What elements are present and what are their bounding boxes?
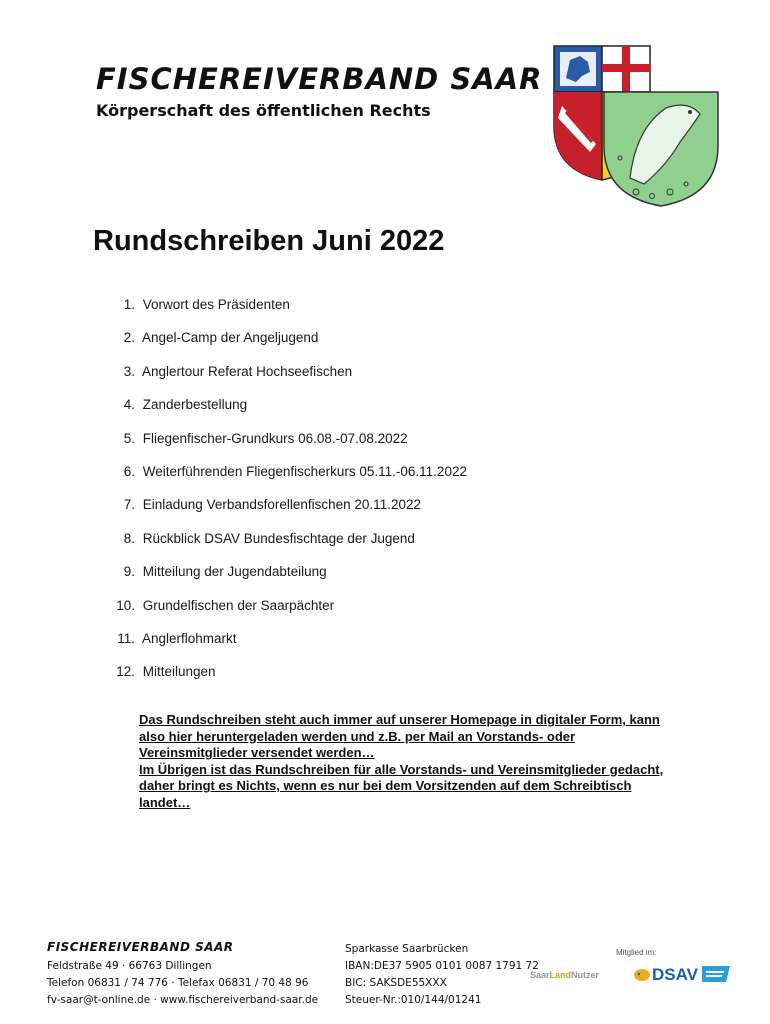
- list-item-text: Anglertour Referat Hochseefischen: [142, 363, 353, 379]
- page-title: Rundschreiben Juni 2022: [93, 225, 445, 257]
- list-item-number: 6.: [123, 463, 135, 479]
- list-item-text: Rückblick DSAV Bundesfischtage der Jugend: [142, 530, 415, 546]
- list-item-number: 4.: [123, 397, 135, 413]
- list-item: [113, 589, 467, 622]
- saarlandnutzer-part: Nutzer: [571, 970, 600, 980]
- list-item: [113, 455, 467, 488]
- list-item: [113, 522, 467, 555]
- footer-bank-details: [345, 941, 539, 1009]
- contents-list: [113, 288, 467, 689]
- dsav-wordmark: DSAV: [652, 965, 698, 984]
- list-item-text: Anglerflohmarkt: [142, 630, 237, 646]
- saarlandnutzer-part: Land: [549, 970, 572, 980]
- fish-emblem: [596, 88, 722, 208]
- dsav-logo: [632, 960, 732, 986]
- list-item-number: 1.: [123, 297, 135, 312]
- org-name: FISCHEREIVERBAND SAAR: [96, 62, 543, 96]
- list-item-number: 7.: [123, 497, 135, 513]
- saarlandnutzer-logo: [530, 970, 599, 980]
- list-item: [113, 388, 467, 421]
- list-item-number: 3.: [123, 363, 135, 379]
- list-item: [113, 355, 467, 388]
- footer-iban: IBAN:DE37 5905 0101 0087 1791 72: [345, 960, 539, 972]
- notice-paragraph: Im Übrigen ist das Rundschreiben für alle Vorstands- und Vereinsmitglieder gedacht, daher bringt es Nichts, wenn es nur bei dem Vorsitzenden auf dem Schreibtisch landet…: [139, 761, 664, 810]
- list-item-number: 12.: [116, 664, 135, 680]
- list-item: [113, 422, 467, 455]
- list-item-number: 11.: [117, 630, 135, 646]
- list-item-text: Mitteilungen: [142, 664, 216, 680]
- list-item-text: Grundelfischen der Saarpächter: [142, 597, 335, 613]
- list-item-number: 5.: [123, 430, 135, 446]
- list-item: [113, 488, 467, 521]
- footer-tax-number: Steuer-Nr.:010/144/01241: [345, 994, 482, 1006]
- footer-phone: Telefon 06831 / 74 776 · Telefax 06831 / 70 48 96: [47, 977, 309, 989]
- footer-org-name: FISCHEREIVERBAND SAAR: [47, 940, 234, 954]
- list-item-text: Fliegenfischer-Grundkurs 06.08.-07.08.2022: [142, 430, 408, 446]
- member-label: Mitglied im:: [616, 948, 657, 957]
- list-item-number: 10.: [116, 597, 135, 613]
- list-item-text: Mitteilung der Jugendabteilung: [142, 564, 327, 580]
- org-subtitle: Körperschaft des öffentlichen Rechts: [96, 101, 431, 120]
- list-item-number: 2.: [123, 330, 135, 346]
- footer-bank-name: Sparkasse Saarbrücken: [345, 943, 469, 955]
- list-item-text: Angel-Camp der Angeljugend: [142, 330, 319, 346]
- footer-web: fv-saar@t-online.de · www.fischereiverband-saar.de: [47, 994, 319, 1006]
- footer-address: Feldstraße 49 · 66763 Dillingen: [47, 960, 212, 972]
- list-item-number: 9.: [123, 564, 135, 580]
- list-item: [113, 288, 467, 321]
- homepage-notice: [139, 712, 679, 811]
- saarlandnutzer-part: Saar: [530, 970, 550, 980]
- list-item-text: Zanderbestellung: [142, 397, 248, 413]
- footer-bic: BIC: SAKSDE55XXX: [345, 977, 447, 989]
- footer-contact: [47, 958, 318, 1009]
- notice-paragraph: Das Rundschreiben steht auch immer auf unserer Homepage in digitaler Form, kann also hier heruntergeladen werden und z.B. per Mail an Vorstands- oder Vereinsmitglieder versendet werden…: [139, 712, 660, 760]
- list-item: [113, 321, 467, 354]
- list-item-text: Weiterführenden Fliegenfischerkurs 05.11.-06.11.2022: [142, 463, 467, 479]
- list-item: [113, 622, 467, 655]
- list-item-number: 8.: [123, 530, 135, 546]
- list-item-text: Einladung Verbandsforellenfischen 20.11.2022: [142, 497, 421, 513]
- list-item: [113, 555, 467, 588]
- list-item: [113, 655, 467, 688]
- list-item-text: Vorwort des Präsidenten: [142, 297, 290, 312]
